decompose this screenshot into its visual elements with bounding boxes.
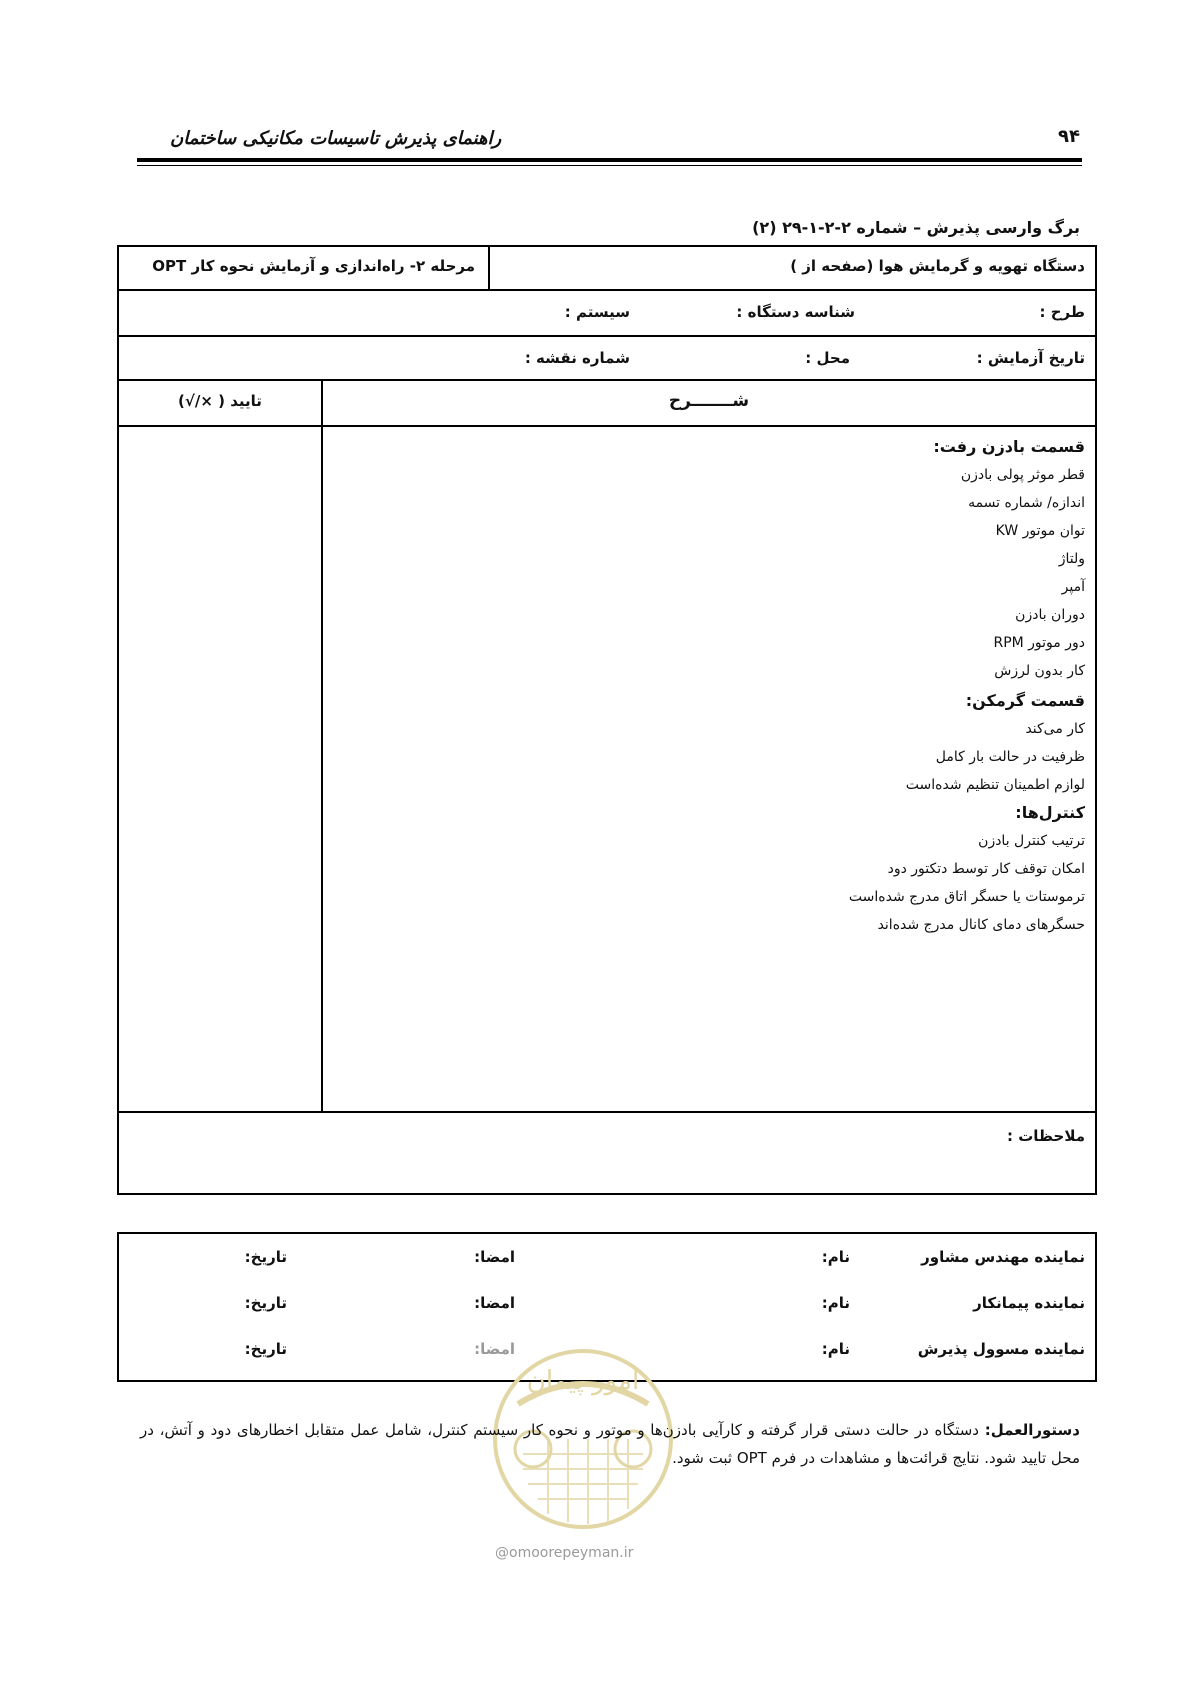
signer-name-label: نام: xyxy=(821,1248,850,1266)
remarks-label: ملاحظات : xyxy=(1006,1127,1085,1145)
signer-date-label: تاریخ: xyxy=(244,1294,287,1312)
location-label: محل : xyxy=(805,349,850,367)
device-id-label: شناسه دستگاه : xyxy=(736,303,855,321)
checklist-table xyxy=(117,381,1097,1195)
test-date-label: تاریخ آزمایش : xyxy=(976,349,1085,367)
signer-date-label: تاریخ: xyxy=(244,1340,287,1358)
list-item: دور موتور RPM xyxy=(993,635,1085,651)
drawing-number-label: شماره نقشه : xyxy=(524,349,630,367)
header-rule-thick xyxy=(137,158,1082,162)
list-item: قطر موثر پولی بادزن xyxy=(960,467,1085,483)
watermark-url: @omoorepeyman.ir xyxy=(495,1545,634,1561)
signer-role: نماینده پیمانکار xyxy=(973,1294,1085,1312)
svg-text:امور پیمان: امور پیمان xyxy=(526,1366,640,1396)
signer-sign-label: امضا: xyxy=(474,1294,515,1312)
signer-role: نماینده مسوول پذیرش xyxy=(917,1340,1085,1358)
description-header: شـــــــرح xyxy=(668,391,750,411)
description-cell xyxy=(323,427,1095,1111)
list-item: اندازه/ شماره تسمه xyxy=(968,495,1085,511)
col-divider xyxy=(488,247,490,289)
list-item: حسگرهای دمای کانال مدرج شده‌اند xyxy=(877,917,1085,933)
instructions-text: دستگاه در حالت دستی قرار گرفته و کارآیی بادزن‌ها و موتور و نحوه کار سیستم کنترل، شامل عمل متقابل اخطارهای دود و آتش، در محل تایید شود. نتایج قرائت‌ها و مشاهدات در فرم OPT ثبت شود. xyxy=(140,1421,1080,1467)
instructions-label: دستورالعمل: xyxy=(984,1421,1080,1439)
form-number: برگ وارسی پذیرش – شماره ۲-۲-۱-۲۹ (۲) xyxy=(752,218,1080,237)
section-supply-fan: قسمت بادزن رفت: xyxy=(933,437,1085,456)
list-item: توان موتور KW xyxy=(995,523,1085,539)
stage-title: مرحله ۲- راه‌اندازی و آزمایش نحوه کار OPT xyxy=(152,257,475,275)
signer-name-label: نام: xyxy=(821,1294,850,1312)
list-item: دوران بادزن xyxy=(1015,607,1085,623)
list-item: ظرفیت در حالت بار کامل xyxy=(935,749,1085,765)
system-label: سیستم : xyxy=(564,303,630,321)
form-info-table xyxy=(117,245,1097,381)
list-item: کار بدون لرزش xyxy=(994,663,1085,679)
signer-role: نماینده مهندس مشاور xyxy=(921,1248,1085,1266)
device-title: دستگاه تهویه و گرمایش هوا (صفحه از ) xyxy=(790,257,1085,275)
list-item: ترموستات یا حسگر اتاق مدرج شده‌است xyxy=(848,889,1085,905)
row-divider xyxy=(119,289,1095,291)
page-number: ۹۴ xyxy=(1058,126,1080,147)
section-heater: قسمت گرمکن: xyxy=(965,691,1085,710)
row-divider xyxy=(119,335,1095,337)
remarks-row-divider xyxy=(119,1111,1095,1113)
list-item: ترتیب کنترل بادزن xyxy=(978,833,1085,849)
signer-sign-label: امضا: xyxy=(474,1340,515,1358)
list-item: امکان توقف کار توسط دتکتور دود xyxy=(887,861,1085,877)
list-item: لوازم اطمینان تنظیم شده‌است xyxy=(905,777,1085,793)
signer-name-label: نام: xyxy=(821,1340,850,1358)
project-label: طرح : xyxy=(1039,303,1085,321)
instructions xyxy=(140,1416,1080,1472)
signer-sign-label: امضا: xyxy=(474,1248,515,1266)
header-rule-thin xyxy=(137,165,1082,166)
approval-header: تایید ( ×/√) xyxy=(178,392,262,410)
section-controls: کنترل‌ها: xyxy=(1015,803,1085,822)
list-item: کار می‌کند xyxy=(1025,721,1085,737)
list-item: ولتاژ xyxy=(1058,551,1085,567)
running-header-title: راهنمای پذیرش تاسیسات مکانیکی ساختمان xyxy=(170,128,502,149)
signer-date-label: تاریخ: xyxy=(244,1248,287,1266)
list-item: آمپر xyxy=(1061,579,1085,595)
